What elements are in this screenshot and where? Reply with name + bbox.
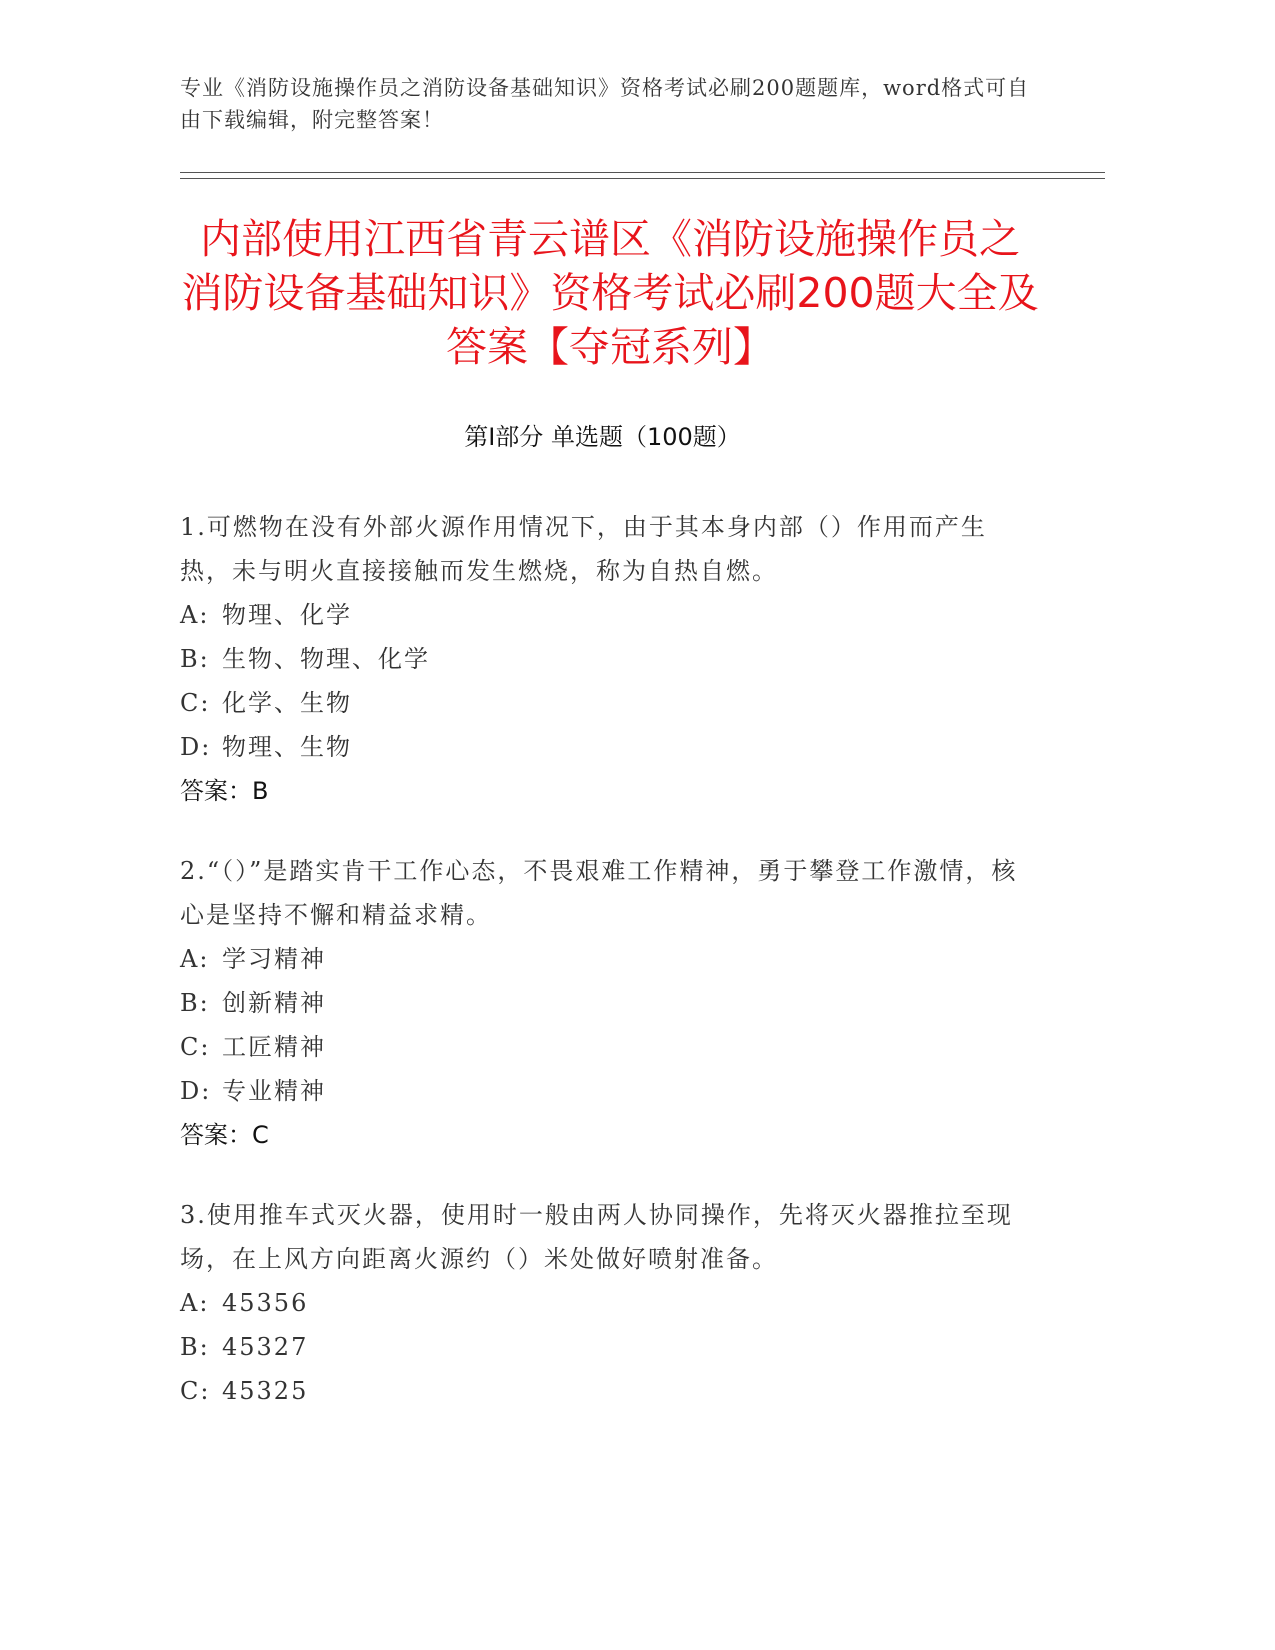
answer-line: 答案：C — [180, 1121, 269, 1149]
option-b — [180, 637, 1030, 681]
answer-line: 答案：B — [180, 777, 269, 805]
option-text: 物理、化学 — [222, 601, 352, 629]
header-divider-top — [180, 172, 1105, 173]
option-text: 45327 — [222, 1333, 309, 1361]
option-text: 物理、生物 — [222, 733, 352, 761]
option-c — [180, 1369, 1030, 1413]
option-letter: A: — [180, 1289, 210, 1317]
question-3 — [180, 1193, 1030, 1413]
option-letter: C: — [180, 1377, 211, 1405]
header-note: 专业《消防设施操作员之消防设备基础知识》资格考试必刷200题题库，word格式可自由下载编辑，附完整答案！ — [180, 76, 1030, 132]
option-letter: B: — [180, 989, 210, 1017]
question-2 — [180, 849, 1030, 1157]
option-letter: C: — [180, 689, 211, 717]
question-stem: 2.“（）”是踏实肯干工作心态，不畏艰难工作精神，勇于攀登工作激情，核心是坚持不懈和精益求精。 — [180, 857, 1018, 929]
option-b — [180, 981, 1030, 1025]
question-stem: 3.使用推车式灭火器，使用时一般由两人协同操作，先将灭火器推拉至现场，在上风方向距离火源约（）米处做好喷射准备。 — [180, 1201, 1013, 1273]
option-c — [180, 681, 1030, 725]
option-a — [180, 1281, 1030, 1325]
option-a — [180, 937, 1030, 981]
option-text: 45356 — [222, 1289, 309, 1317]
option-letter: B: — [180, 645, 210, 673]
option-d — [180, 725, 1030, 769]
option-letter: B: — [180, 1333, 210, 1361]
document-title: 内部使用江西省青云谱区《消防设施操作员之消防设备基础知识》资格考试必刷200题大全及答案【夺冠系列】 — [181, 215, 1039, 371]
option-d — [180, 1069, 1030, 1113]
option-b — [180, 1325, 1030, 1369]
option-text: 学习精神 — [222, 945, 326, 973]
header-divider-bottom — [180, 178, 1105, 179]
question-stem: 1.可燃物在没有外部火源作用情况下，由于其本身内部（）作用而产生热，未与明火直接接触而发生燃烧，称为自热自燃。 — [180, 513, 987, 585]
option-letter: C: — [180, 1033, 211, 1061]
question-list — [180, 505, 1030, 1449]
option-letter: D: — [180, 1077, 212, 1105]
option-letter: A: — [180, 601, 210, 629]
section-heading: 第Ⅰ部分 单选题（100题） — [464, 423, 741, 451]
option-letter: A: — [180, 945, 210, 973]
option-c — [180, 1025, 1030, 1069]
option-letter: D: — [180, 733, 212, 761]
option-text: 生物、物理、化学 — [222, 645, 430, 673]
option-text: 45325 — [222, 1377, 309, 1405]
question-1 — [180, 505, 1030, 813]
option-text: 专业精神 — [222, 1077, 326, 1105]
option-text: 创新精神 — [222, 989, 326, 1017]
option-text: 化学、生物 — [222, 689, 352, 717]
option-text: 工匠精神 — [222, 1033, 326, 1061]
option-a — [180, 593, 1030, 637]
